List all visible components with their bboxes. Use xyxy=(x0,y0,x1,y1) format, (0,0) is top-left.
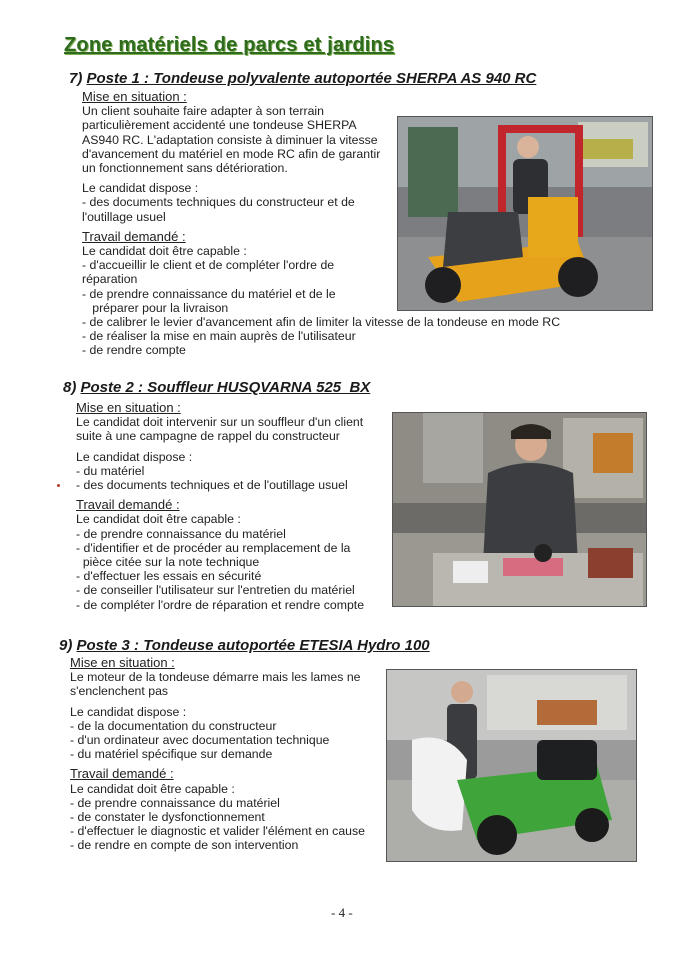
text-line: Le candidat doit être capable : xyxy=(82,244,247,259)
section-3-body xyxy=(70,656,380,853)
text-line: - de prendre connaissance du matériel et de le xyxy=(82,286,336,301)
text-line: s'enclenchent pas xyxy=(70,684,169,699)
text-line: préparer pour la livraison xyxy=(82,300,229,315)
text-line: pièce citée sur la note technique xyxy=(76,555,260,570)
text-line: - de prendre connaissance du matériel xyxy=(76,526,286,541)
section-1-body xyxy=(82,89,561,358)
text-line: - des documents techniques et de l'outillage usuel xyxy=(76,478,348,493)
text-line: Le candidat dispose : xyxy=(76,449,193,464)
text-line: Le candidat doit être capable : xyxy=(76,512,241,527)
text-line: un fonctionnement sans détérioration. xyxy=(82,161,288,176)
text-line: Le candidat doit intervenir sur un souffleur d'un client xyxy=(76,415,364,430)
text-line: - de calibrer le levier d'avancement afin de limiter la vitesse de la tondeuse en mode RC xyxy=(82,315,561,330)
text-line: d'avancement du matériel en mode RC afin de garantir xyxy=(82,146,381,161)
text-line: l'outillage usuel xyxy=(82,209,166,224)
text-line: - de compléter l'ordre de réparation et rendre compte xyxy=(76,597,365,612)
section-heading-poste-2 xyxy=(63,379,370,396)
text-line: - de rendre en compte de son intervention xyxy=(70,838,299,853)
section-heading-poste-1 xyxy=(69,70,536,87)
page-number: - 4 - xyxy=(331,905,353,920)
text-line: - de conseiller l'utilisateur sur l'entretien du matériel xyxy=(76,583,355,598)
section-heading-poste-3 xyxy=(59,637,430,654)
text-line: suite à une campagne de rappel du constructeur xyxy=(76,429,340,444)
page-title: Zone matériels de parcs et jardins xyxy=(64,34,395,56)
text-line: Le moteur de la tondeuse démarre mais les lames ne xyxy=(70,670,361,685)
text-line: AS940 RC. L'adaptation consiste à diminuer la vitesse xyxy=(82,132,378,147)
stray-mark xyxy=(57,484,60,487)
section-title: Poste 3 : Tondeuse autoportée ETESIA Hydro 100 xyxy=(76,637,430,654)
text-line: - de prendre connaissance du matériel xyxy=(70,795,280,810)
text-line: - d'identifier et de procéder au remplacement de la xyxy=(76,540,351,555)
travail-label: Travail demandé : xyxy=(70,766,174,782)
section-number: 8) xyxy=(63,379,77,396)
photo-sherpa-mower xyxy=(397,116,653,311)
text-line: - du matériel spécifique sur demande xyxy=(70,747,273,762)
text-line: particulièrement accidenté une tondeuse SHERPA xyxy=(82,118,357,133)
photo-husqvarna-blower xyxy=(392,412,647,607)
photo-etesia-mower xyxy=(386,669,637,862)
text-line: - de rendre compte xyxy=(82,343,186,358)
section-title: Poste 2 : Souffleur HUSQVARNA 525 BX xyxy=(80,379,371,396)
text-line: Le candidat dispose : xyxy=(70,704,187,719)
section-title: Poste 1 : Tondeuse polyvalente autoportée SHERPA AS 940 RC xyxy=(86,70,537,87)
text-line: - d'effectuer le diagnostic et valider l'élément en cause xyxy=(70,824,365,839)
text-line: - d'effectuer les essais en sécurité xyxy=(76,569,262,584)
travail-label: Travail demandé : xyxy=(82,228,186,244)
text-line: Le candidat dispose : xyxy=(82,181,199,196)
text-line: réparation xyxy=(82,272,138,287)
travail-label: Travail demandé : xyxy=(76,497,180,513)
situation-label: Mise en situation : xyxy=(82,89,187,104)
text-line: - des documents techniques du constructeur et de xyxy=(82,195,355,210)
text-line: - d'un ordinateur avec documentation technique xyxy=(70,733,330,748)
section-number: 9) xyxy=(59,637,73,654)
text-line: Un client souhaite faire adapter à son terrain xyxy=(82,104,324,119)
text-line: Le candidat doit être capable : xyxy=(70,781,235,796)
situation-label: Mise en situation : xyxy=(70,655,175,670)
section-number: 7) xyxy=(69,70,83,87)
text-line: - d'accueillir le client et de compléter l'ordre de xyxy=(82,258,335,273)
text-line: - du matériel xyxy=(76,463,145,478)
text-line: - de réaliser la mise en main auprès de l'utilisateur xyxy=(82,329,356,344)
situation-label: Mise en situation : xyxy=(76,400,181,415)
text-line: - de la documentation du constructeur xyxy=(70,718,277,733)
text-line: - de constater le dysfonctionnement xyxy=(70,810,265,825)
section-2-body xyxy=(76,401,386,612)
